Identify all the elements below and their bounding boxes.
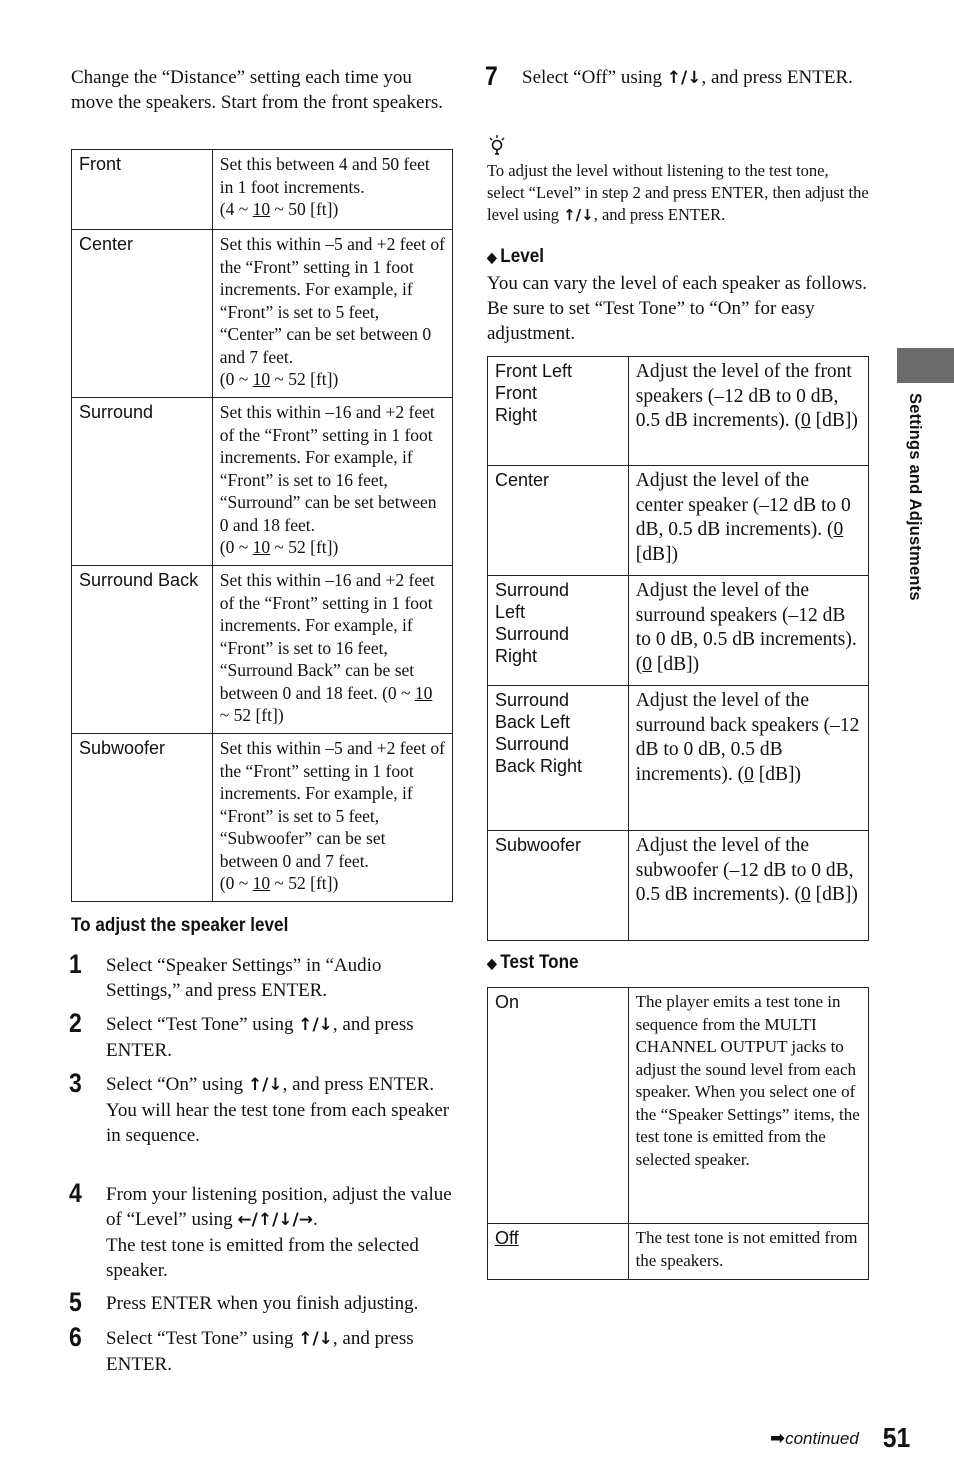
test-tone-key: On [488,988,629,1224]
table-row [488,686,869,831]
test-tone-table [487,987,869,1280]
level-desc: Adjust the level of the center speaker (–12 dB to 0 dB, 0.5 dB increments). (0 [dB]) [628,466,868,576]
intro-text: Change the “Distance” setting each time you move the speakers. Start from the front speakers. [71,67,443,113]
table-row [72,566,453,734]
distance-key: Surround [72,398,213,566]
step-text: Press ENTER when you finish adjusting. [106,1293,419,1314]
level-key: Front Left Front Right [488,357,629,466]
table-row [488,466,869,576]
right-arrow-icon: ➡ [770,1428,786,1449]
level-key: Center [488,466,629,576]
level-key: Surround Back Left Surround Back Right [488,686,629,831]
level-desc: Adjust the level of the front speakers (–12 dB to 0 dB, 0.5 dB increments). (0 [dB]) [628,357,868,466]
four-way-arrow-icon: ←/↑/↓/→ [237,1210,313,1230]
step-text: Select “Speaker Settings” in “Audio Settings,” and press ENTER. [106,955,382,1001]
section-tab [897,348,954,383]
continued-label: ➡continued [770,1428,859,1449]
table-row [488,988,869,1224]
step-number: 6 [69,1322,82,1352]
step-2 [69,1008,453,1063]
step-1 [69,949,453,1003]
step-6 [69,1322,453,1377]
up-down-arrow-icon: ↑/↓ [247,1075,283,1095]
distance-desc: Set this within –16 and +2 feet of the “Front” setting in 1 foot increments. For example, if “Front” is set to 16 feet, “Surround Back” can be set between 0 and 18 feet. (0 ~ 10 ~ 52 [ft]) [212,566,452,734]
test-tone-desc: The player emits a test tone in sequence from the MULTI CHANNEL OUTPUT jacks to adjust the sound level from each speaker. When you select one of the “Speaker Settings” items, the test tone is emitted from the selected speaker. [628,988,868,1224]
up-down-arrow-icon: ↑/↓ [298,1015,333,1035]
level-intro: You can vary the level of each speaker as follows. Be sure to set “Test Tone” to “On” for easy adjustment. [487,273,868,344]
step-number: 2 [69,1008,82,1038]
level-desc: Adjust the level of the surround back speakers (–12 dB to 0 dB, 0.5 dB increments). (0 [dB]) [628,686,868,831]
lightbulb-icon [487,134,507,161]
adjust-heading: To adjust the speaker level [71,915,289,936]
table-row [488,576,869,686]
distance-key: Subwoofer [72,734,213,902]
diamond-icon: ◆ [487,955,497,971]
step-number: 5 [69,1287,82,1317]
level-heading: ◆ Level [487,246,545,267]
distance-desc: Set this within –5 and +2 feet of the “Front” setting in 1 foot increments. For example, if “Front” is set to 5 feet, “Subwoofer” can be set between 0 and 7 feet. (0 ~ 10 ~ 52 [ft]) [212,734,452,902]
step-number: 3 [69,1068,82,1098]
table-row [488,357,869,466]
step-number: 7 [485,61,498,91]
page-number: 51 [882,1422,910,1453]
distance-desc: Set this within –16 and +2 feet of the “Front” setting in 1 foot increments. For example, if “Front” is set to 16 feet, “Surround” can be set between 0 and 18 feet. (0 ~ 10 ~ 52 [ft]) [212,398,452,566]
up-down-arrow-icon: ↑/↓ [666,68,702,88]
level-desc: Adjust the level of the subwoofer (–12 dB to 0 dB, 0.5 dB increments). (0 [dB]) [628,831,868,941]
distance-key: Surround Back [72,566,213,734]
distance-desc: Set this within –5 and +2 feet of the “Front” setting in 1 foot increments. For example, if “Front” is set to 5 feet, “Center” can be set between 0 and 7 feet. (0 ~ 10 ~ 52 [ft]) [212,230,452,398]
step-text: Select “On” using ↑/↓, and press ENTER. You will hear the test tone from each speaker in sequence. [106,1074,450,1146]
level-key: Surround Left Surround Right [488,576,629,686]
step-text: From your listening position, adjust the value of “Level” using ←/↑/↓/→. The test tone is emitted from the selected speaker. [106,1184,452,1281]
step-text: Select “Test Tone” using ↑/↓, and press ENTER. [106,1328,414,1375]
test-tone-heading: ◆ Test Tone [487,952,579,973]
test-tone-desc: The test tone is not emitted from the speakers. [628,1224,868,1280]
distance-desc: Set this between 4 and 50 feet in 1 foot increments. (4 ~ 10 ~ 50 [ft]) [212,150,452,230]
page-footer [770,1420,910,1460]
level-key: Subwoofer [488,831,629,941]
tip-text: To adjust the level without listening to the test tone, select “Level” in step 2 and press ENTER, then adjust the level using ↑/↓, and press ENTER. [487,161,869,224]
step-5 [69,1287,453,1317]
table-row [488,1224,869,1280]
table-row [72,734,453,902]
distance-table [71,149,453,902]
table-row [72,150,453,230]
table-row [488,831,869,941]
distance-key: Front [72,150,213,230]
section-side-label: Settings and Adjustments [906,393,924,601]
step-number: 4 [69,1178,82,1208]
step-7 [485,61,869,91]
test-tone-key: Off [488,1224,629,1280]
distance-key: Center [72,230,213,398]
level-desc: Adjust the level of the surround speakers (–12 dB to 0 dB, 0.5 dB increments). (0 [dB]) [628,576,868,686]
step-3 [69,1068,453,1148]
level-table [487,356,869,941]
step-text: Select “Off” using ↑/↓, and press ENTER. [522,67,853,88]
step-4 [69,1178,453,1283]
up-down-arrow-icon: ↑/↓ [298,1329,333,1349]
diamond-icon: ◆ [487,249,497,265]
step-text: Select “Test Tone” using ↑/↓, and press ENTER. [106,1014,414,1061]
up-down-arrow-icon: ↑/↓ [563,206,594,224]
table-row [72,230,453,398]
table-row [72,398,453,566]
step-number: 1 [69,949,82,979]
